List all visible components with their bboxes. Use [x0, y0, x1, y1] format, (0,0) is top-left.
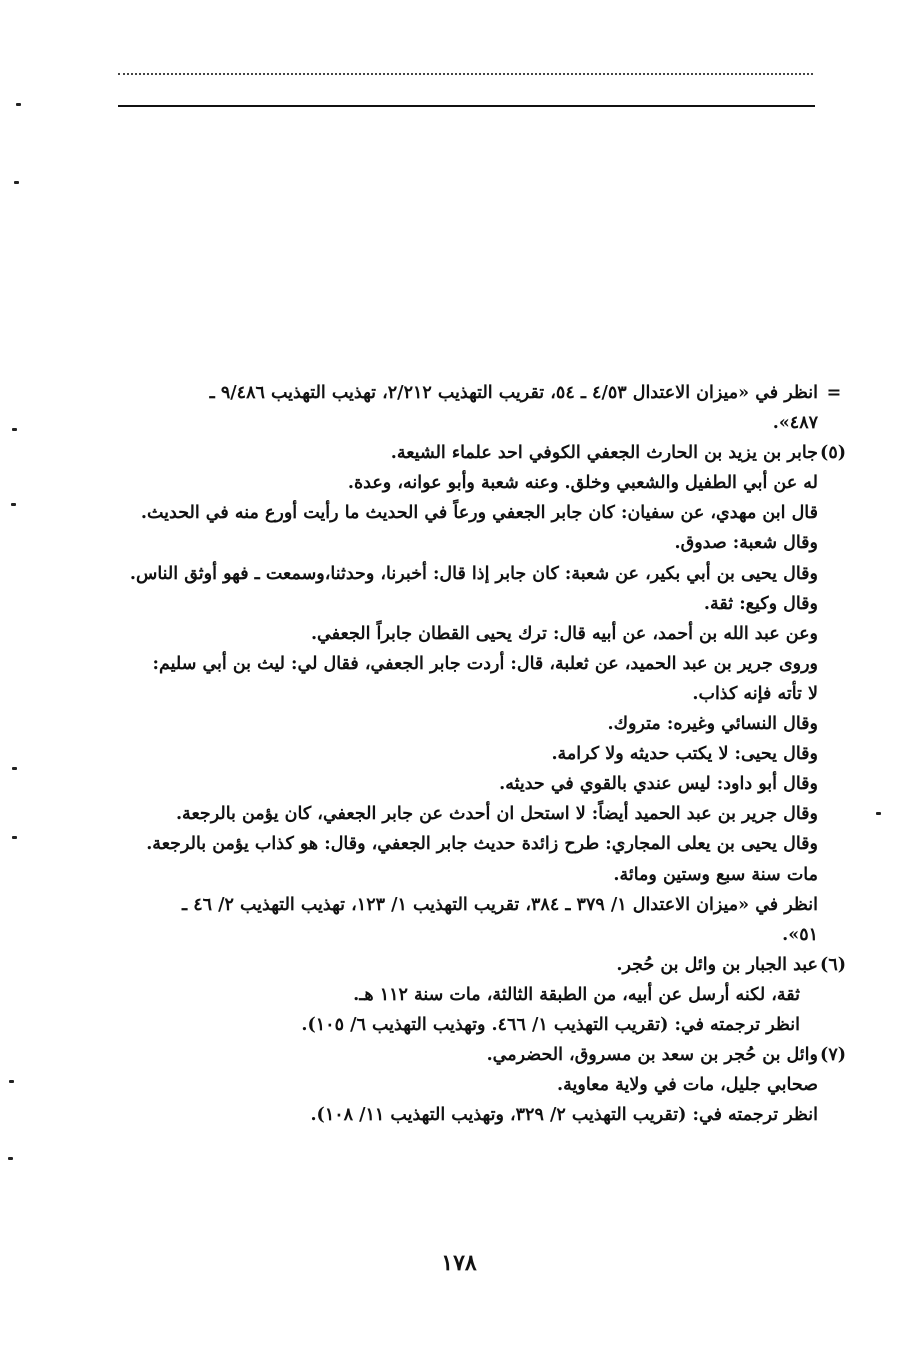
footnote-text: انظر في «ميزان الاعتدال ٤/٥٣ ـ ٥٤، تقريب التهذيب ٢/٢١٢، تهذيب التهذيب ٩/٤٨٦ ـ — [209, 383, 818, 403]
footnote-continuation-line: ٤٨٧». — [772, 413, 818, 434]
footnote-7-line: صحابي جليل، مات في ولاية معاوية. — [557, 1075, 818, 1096]
footnote-5-line: وقال يحيى بن يعلى المجاري: طرح زائدة حديث جابر الجعفي، وقال: هو كذاب يؤمن بالرجعة. — [146, 834, 818, 855]
footnote-6-marker: (٦) — [820, 954, 846, 975]
page-number: ١٧٨ — [441, 1250, 477, 1276]
footnote-5-line: وقال أبو داود: ليس عندي بالقوي في حديثه. — [499, 774, 818, 795]
margin-speck — [12, 428, 17, 431]
margin-speck — [14, 181, 19, 184]
margin-speck — [16, 103, 21, 106]
footnote-text: وائل بن حُجر بن سعد بن مسروق، الحضرمي. — [486, 1045, 818, 1066]
footnote-dotted-separator — [118, 73, 813, 75]
footnote-text: عبد الجبار بن وائل بن حُجر. — [616, 954, 818, 975]
margin-speck — [9, 1080, 14, 1083]
footnote-5-line: وقال يحيى بن أبي بكير، عن شعبة: كان جابر إذا قال: أخبرنا، وحدثنا،وسمعت ـ فهو أوثق الناس. — [129, 563, 818, 584]
footnote-6-heading — [108, 950, 846, 980]
footnote-6-line: ثقة، لكنه أرسل عن أبيه، من الطبقة الثالثة، مات سنة ١١٢ هـ. — [353, 984, 800, 1005]
footnotes-block — [108, 378, 846, 1130]
continuation-marker: = — [826, 383, 842, 403]
margin-speck — [12, 836, 17, 839]
footnote-5-line: وقال جرير بن عبد الحميد أيضاً: لا استحل ان أحدث عن جابر الجعفي، كان يؤمن بالرجعة. — [175, 804, 818, 825]
footnote-text: جابر بن يزيد بن الحارث الجعفي الكوفي احد علماء الشيعة. — [390, 443, 818, 464]
footnote-5-line: وقال وكيع: ثقة. — [703, 593, 818, 614]
margin-speck — [12, 767, 17, 770]
footnote-5-line: ٥١». — [782, 924, 818, 945]
footnote-continuation-line — [108, 378, 842, 408]
footnote-7-heading — [108, 1040, 846, 1070]
footnote-5-marker: (٥) — [820, 443, 846, 464]
footnote-7-line: انظر ترجمته في: (تقريب التهذيب ٢/ ٣٢٩، وتهذيب التهذيب ١١/ ١٠٨). — [310, 1105, 818, 1126]
footnote-6-line: انظر ترجمته في: (تقريب التهذيب ١/ ٤٦٦. وتهذيب التهذيب ٦/ ١٠٥). — [301, 1014, 800, 1035]
footnote-5-line: انظر في «ميزان الاعتدال ١/ ٣٧٩ ـ ٣٨٤، تقريب التهذيب ١/ ١٢٣، تهذيب التهذيب ٢/ ٤٦ ـ — [181, 894, 818, 915]
footnote-5-line: وعن عبد الله بن أحمد، عن أبيه قال: ترك يحيى القطان جابراً الجعفي. — [310, 623, 818, 644]
margin-speck — [11, 503, 16, 506]
footnote-5-line: وقال شعبة: صدوق. — [674, 533, 818, 554]
footnote-5-line: وقال يحيى: لا يكتب حديثه ولا كرامة. — [551, 744, 818, 765]
footnote-5-line: له عن أبي الطفيل والشعبي وخلق. وعنه شعبة وأبو عوانه، وعدة. — [347, 473, 818, 494]
footnote-5-line: وروى جرير بن عبد الحميد، عن ثعلبة، قال: أردت جابر الجعفي، فقال لي: ليث بن أبي سليم: — [152, 653, 818, 674]
footnote-7-marker: (٧) — [820, 1045, 846, 1066]
footnote-5-line: مات سنة سبع وستين ومائة. — [613, 864, 818, 885]
footnote-5-heading — [108, 438, 846, 468]
footnote-5-line: قال ابن مهدي، عن سفيان: كان جابر الجعفي ورعاً في الحديث ما رأيت أورع منه في الحديث. — [140, 503, 818, 524]
footnote-5-line: لا تأته فإنه كذاب. — [692, 683, 818, 704]
margin-speck — [876, 812, 881, 815]
footnote-5-line: وقال النسائي وغيره: متروك. — [607, 714, 818, 735]
footnote-separator-line — [118, 105, 815, 107]
margin-speck — [8, 1157, 13, 1160]
